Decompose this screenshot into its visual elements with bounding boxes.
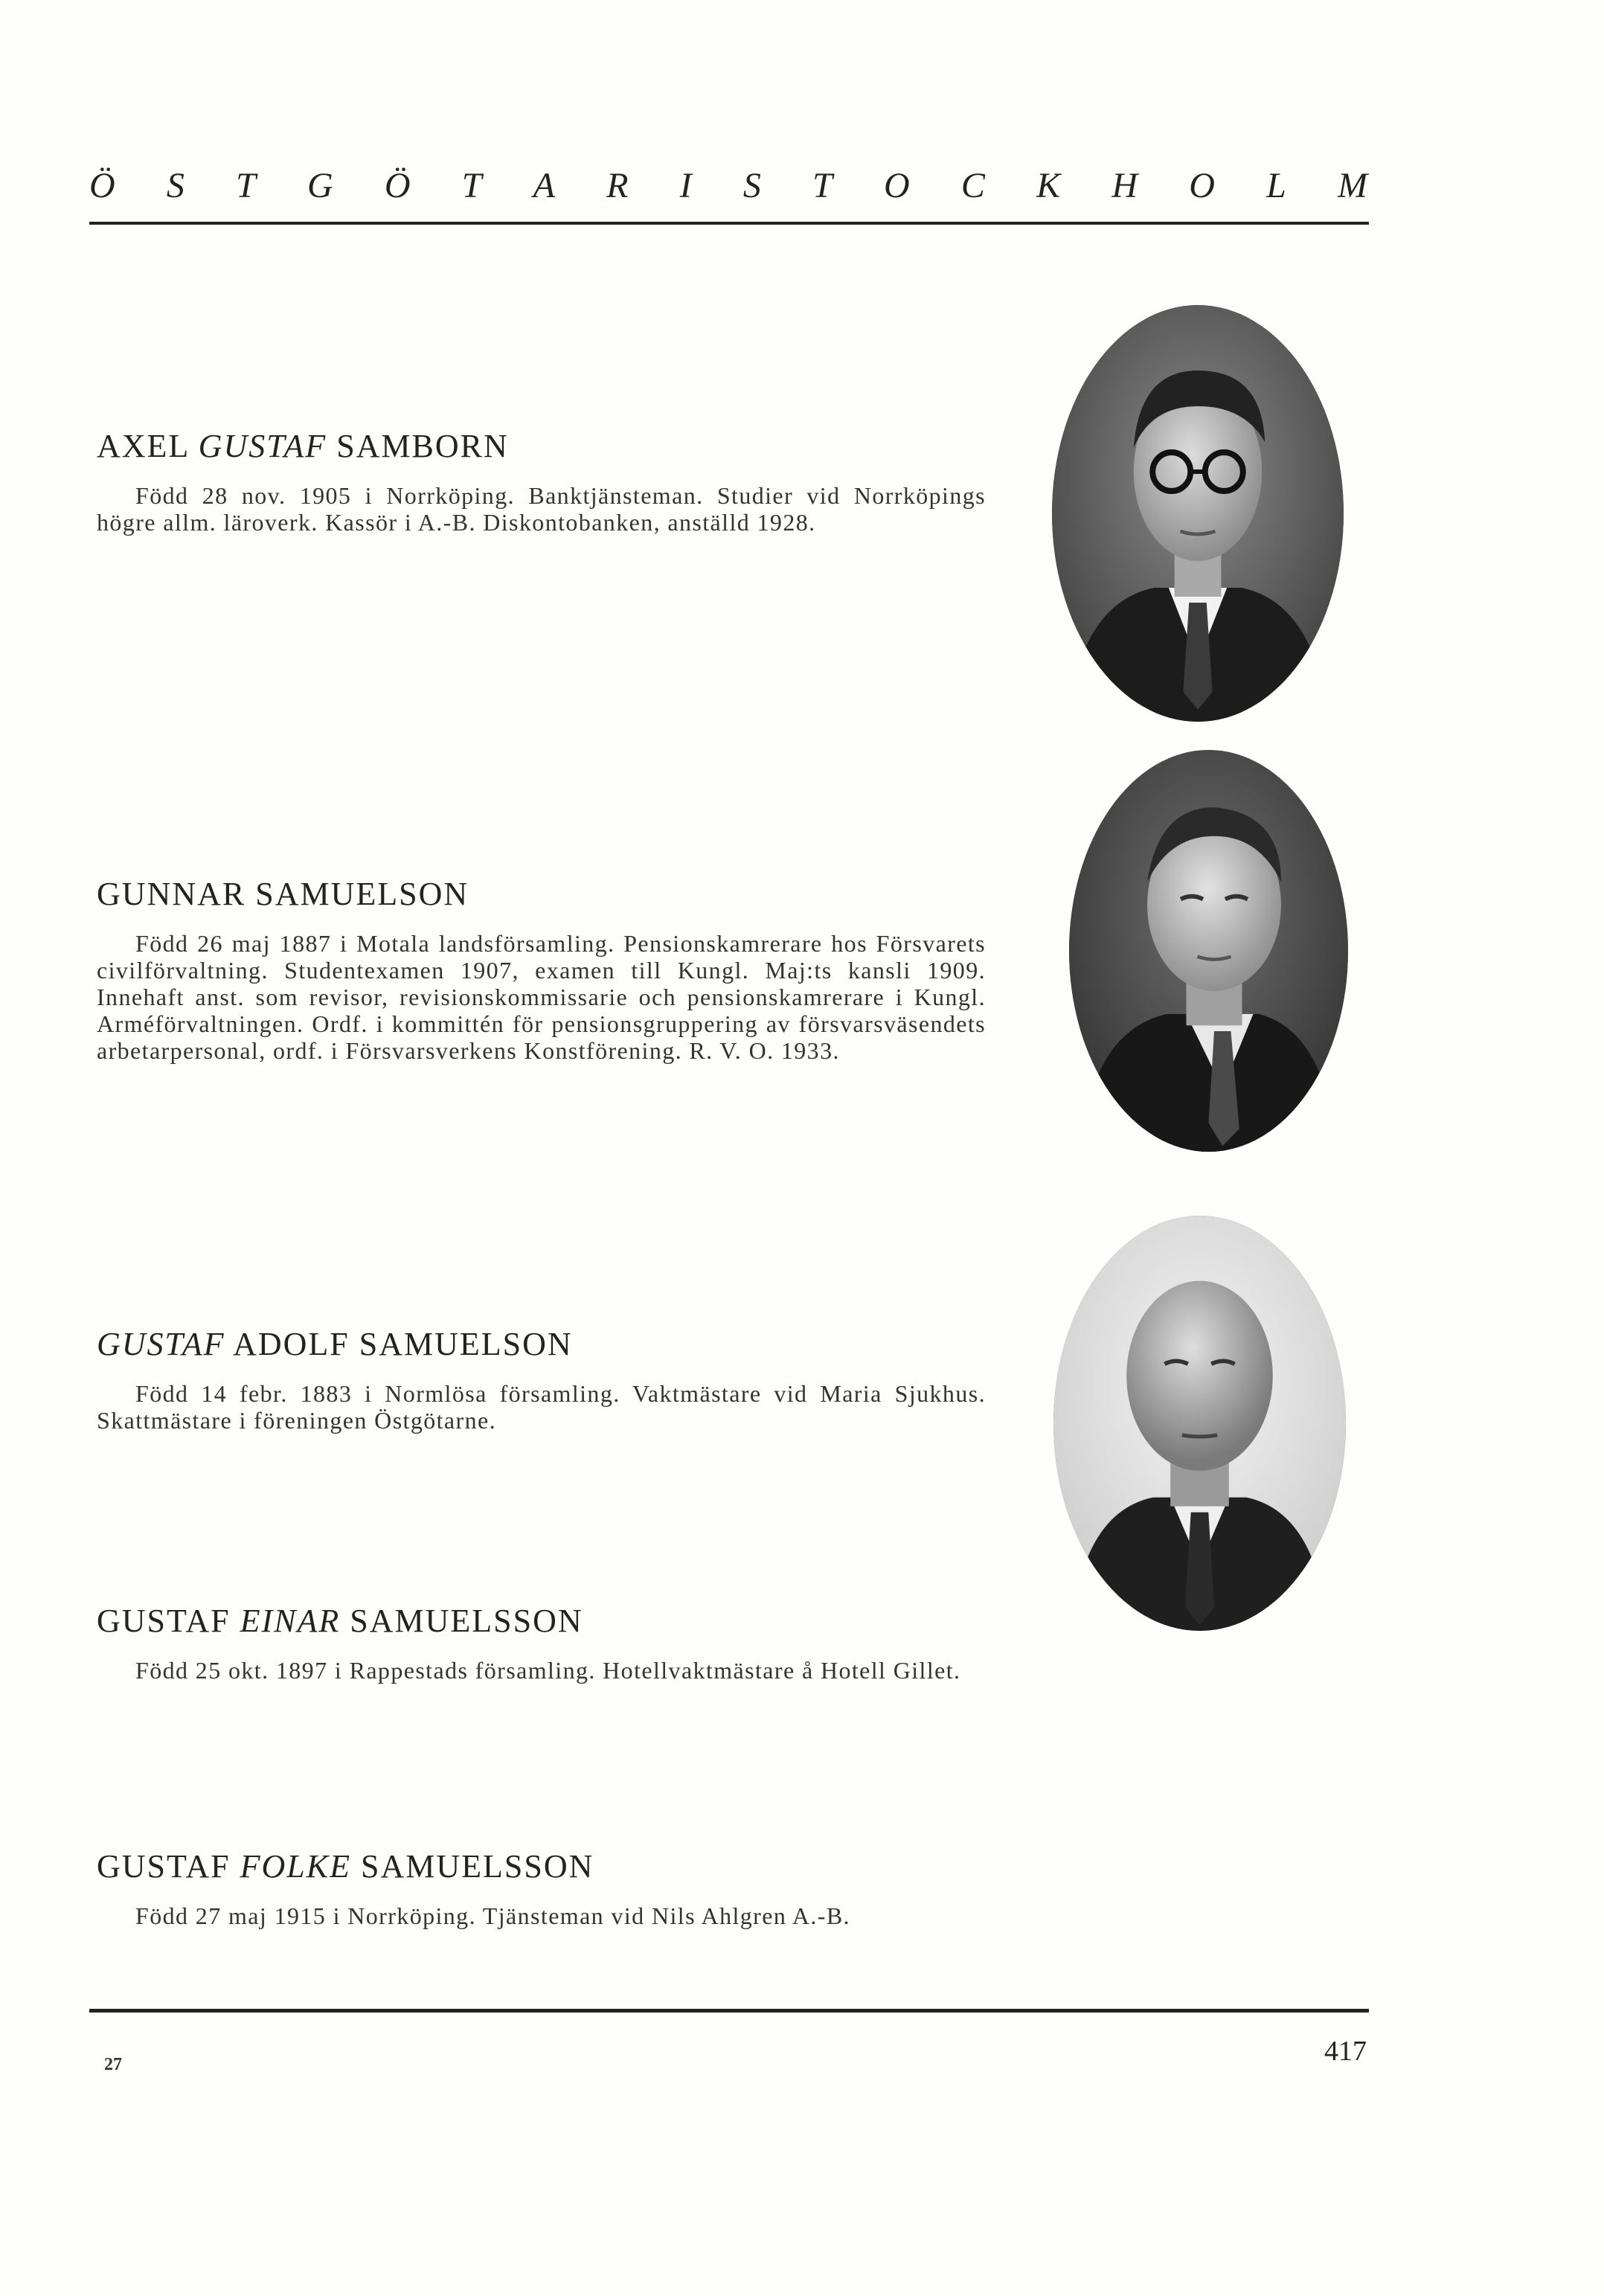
header-rule xyxy=(89,222,1369,225)
running-head xyxy=(89,165,1369,206)
running-head-letter: C xyxy=(960,166,987,205)
running-head-letter: G xyxy=(307,166,335,205)
portrait-photo xyxy=(1069,750,1348,1152)
running-head-letter: M xyxy=(1337,166,1369,205)
entry-bio: Född 28 nov. 1905 i Norrköping. Banktjänsteman. Studier vid Norrköpings högre allm. läroverk. Kassör i A.-B. Diskontobanken, anställd 1928. xyxy=(97,482,986,536)
running-head-letter: K xyxy=(1036,166,1062,205)
entry-gustaf-folke-samuelsson xyxy=(97,1850,1027,1929)
running-head-letter: I xyxy=(679,166,693,205)
entry-name: GUNNAR SAMUELSON xyxy=(97,876,469,912)
entry-name: GUSTAF ADOLF SAMUELSON xyxy=(97,1326,573,1362)
running-head-letter: Ö xyxy=(89,166,117,205)
running-head-letter: T xyxy=(461,166,484,205)
running-head-letter: L xyxy=(1266,166,1288,205)
entry-bio: Född 26 maj 1887 i Motala landsförsamling. Pensionskamrerare hos Försvarets civilförvaltning. Studentexamen 1907, examen till Kungl. Maj:ts kansli 1909. Innehaft anst. som revisor, revisionskommissarie och pensionskamrerare i Kungl. Arméförvaltningen. Ordf. i kommittén för pensionsgruppering av försvarsväsendets arbetarpersonal, ordf. i Försvarsverkens Konstförening. R. V. O. 1933. xyxy=(97,930,986,1064)
entry-gustaf-adolf-samuelson xyxy=(97,1328,986,1434)
running-head-letter: H xyxy=(1111,166,1139,205)
entry-bio: Född 27 maj 1915 i Norrköping. Tjänsteman vid Nils Ahlgren A.-B. xyxy=(135,1902,850,1929)
footer-rule xyxy=(89,2009,1369,2013)
entry-samborn xyxy=(97,430,986,536)
entry-bio: Född 25 okt. 1897 i Rappestads församling. Hotellvaktmästare å Hotell Gillet. xyxy=(135,1657,961,1684)
entry-name: GUSTAF EINAR SAMUELSSON xyxy=(97,1603,583,1639)
running-head-letter: O xyxy=(1189,166,1216,205)
entry-bio: Född 14 febr. 1883 i Normlösa församling. Vaktmästare vid Maria Sjukhus. Skattmästare i föreningen Östgötarne. xyxy=(97,1380,986,1434)
running-head-letter: Ö xyxy=(384,166,412,205)
running-head-letter: R xyxy=(606,166,630,205)
entry-name: GUSTAF FOLKE SAMUELSSON xyxy=(97,1848,594,1885)
entry-name: AXEL GUSTAF SAMBORN xyxy=(97,428,509,464)
page-number: 417 xyxy=(1324,2036,1367,2067)
entry-gustaf-einar-samuelsson xyxy=(97,1605,986,1684)
running-head-letter: A xyxy=(533,166,556,205)
portrait-photo xyxy=(1052,305,1344,722)
running-head-letter: T xyxy=(236,166,257,205)
signature-mark: 27 xyxy=(104,2055,122,2074)
running-head-letter: T xyxy=(812,166,834,205)
running-head-letter: S xyxy=(166,166,186,205)
running-head-letter: O xyxy=(884,166,911,205)
running-head-letter: S xyxy=(742,166,763,205)
entry-gunnar-samuelson xyxy=(97,878,986,1064)
portrait-photo xyxy=(1053,1216,1346,1631)
